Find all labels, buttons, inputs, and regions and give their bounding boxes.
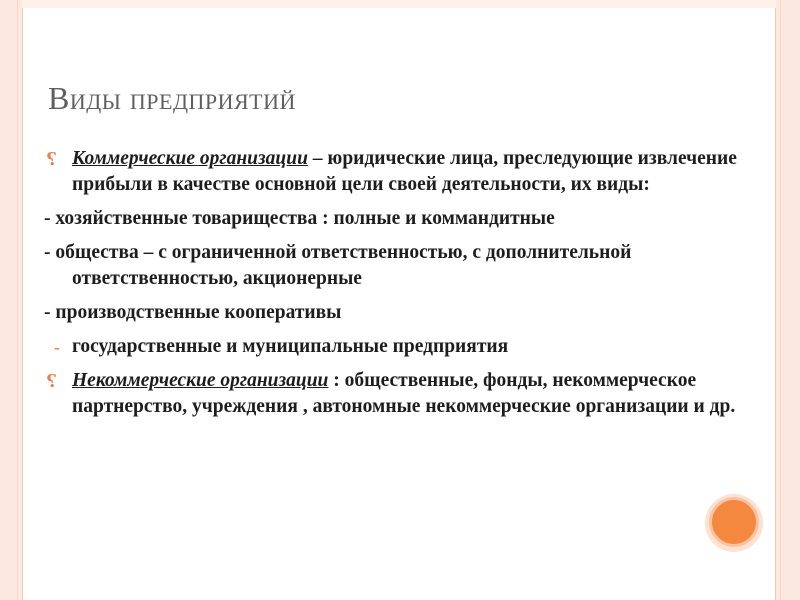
state-enterprises-text: государственные и муниципальные предприятия <box>72 336 509 357</box>
list-item-noncommercial <box>44 368 744 420</box>
slide-body <box>44 146 744 428</box>
term-noncommercial: Некоммерческие организации <box>72 370 329 391</box>
dash-bullet-icon: - <box>54 337 60 357</box>
right-frame-strip <box>775 0 800 600</box>
list-item-cooperatives: - производственные кооперативы <box>44 302 342 323</box>
top-frame-strip <box>22 0 776 8</box>
definition-commercial: – юридические лица, преследующие извлечение прибыли в качестве основной цели своей деятельности, их виды: <box>72 148 737 195</box>
term-commercial: Коммерческие организации <box>72 148 308 169</box>
bullet-icon: ⸮ <box>46 371 57 391</box>
list-item-state-enterprises <box>44 334 744 360</box>
definition-noncommercial: : общественные, фонды, некоммерческое партнерство, учреждения , автономные некоммерческие организации и др. <box>72 370 736 417</box>
list-item-companies: - общества – с ограниченной ответственностью, с дополнительной ответственностью, акционерные <box>44 242 632 289</box>
left-frame-strip <box>0 0 23 600</box>
slide-title: Виды предприятий <box>48 80 296 116</box>
decorative-orange-circle <box>709 497 759 547</box>
list-item-partnerships: - хозяйственные товарищества : полные и коммандитные <box>44 208 555 229</box>
bullet-icon: ⸮ <box>46 149 57 169</box>
list-item-commercial <box>44 146 744 198</box>
